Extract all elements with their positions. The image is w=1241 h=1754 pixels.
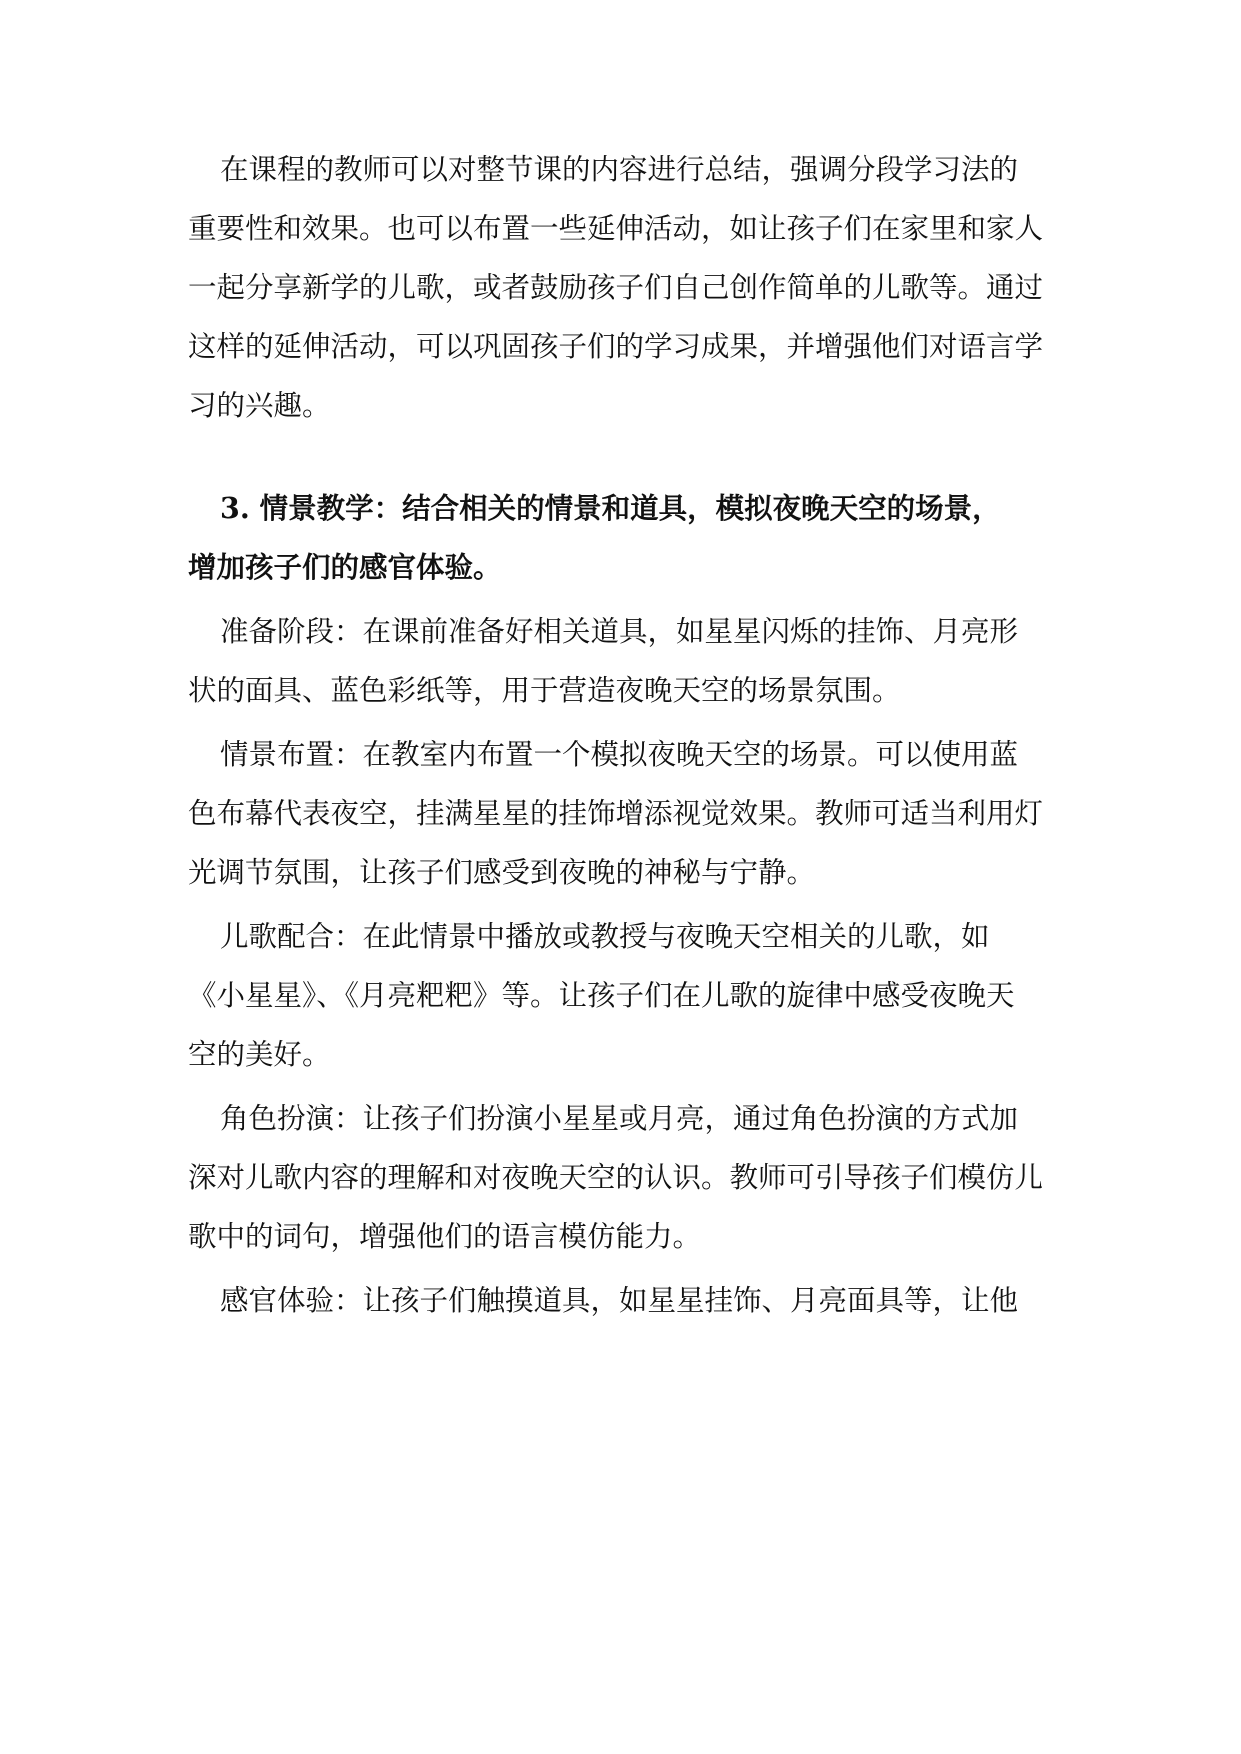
document-page — [188, 140, 1054, 1330]
paragraph-line: 歌中的词句，增强他们的语言模仿能力。 — [188, 1220, 702, 1253]
paragraph-line: 角色扮演：让孩子们扮演小星星或月亮，通过角色扮演的方式加 — [220, 1102, 1019, 1135]
paragraph-line: 《小星星》、《月亮粑粑》等。让孩子们在儿歌的旋律中感受夜晚天 — [188, 979, 1015, 1012]
setup-paragraph — [188, 725, 1054, 902]
paragraph-line: 在课程的教师可以对整节课的内容进行总结，强调分段学习法的 — [220, 153, 1019, 186]
paragraph-line: 感官体验：让孩子们触摸道具，如星星挂饰、月亮面具等，让他 — [220, 1284, 1019, 1317]
songs-paragraph — [188, 907, 1054, 1084]
heading-line: 增加孩子们的感官体验。 — [188, 550, 502, 584]
paragraph-line: 情景布置：在教室内布置一个模拟夜晚天空的场景。可以使用蓝 — [220, 738, 1019, 771]
prep-paragraph — [188, 602, 1054, 720]
paragraph-line: 光调节氛围，让孩子们感受到夜晚的神秘与宁静。 — [188, 856, 816, 889]
summary-paragraph — [188, 140, 1054, 435]
paragraph-line: 空的美好。 — [188, 1038, 331, 1071]
paragraph-line: 这样的延伸活动，可以巩固孩子们的学习成果，并增强他们对语言学 — [188, 330, 1044, 363]
paragraph-line: 儿歌配合：在此情景中播放或教授与夜晚天空相关的儿歌，如 — [220, 920, 990, 953]
senses-paragraph — [188, 1271, 1054, 1330]
section-heading — [188, 479, 1054, 597]
heading-line: 3. 情景教学：结合相关的情景和道具，模拟夜晚天空的场景， — [220, 491, 1001, 525]
paragraph-line: 重要性和效果。也可以布置一些延伸活动，如让孩子们在家里和家人 — [188, 212, 1044, 245]
paragraph-line: 色布幕代表夜空，挂满星星的挂饰增添视觉效果。教师可适当利用灯 — [188, 797, 1044, 830]
paragraph-line: 深对儿歌内容的理解和对夜晚天空的认识。教师可引导孩子们模仿儿 — [188, 1161, 1044, 1194]
paragraph-line: 一起分享新学的儿歌，或者鼓励孩子们自己创作简单的儿歌等。通过 — [188, 271, 1044, 304]
paragraph-line: 状的面具、蓝色彩纸等，用于营造夜晚天空的场景氛围。 — [188, 674, 901, 707]
paragraph-line: 习的兴趣。 — [188, 389, 331, 422]
roleplay-paragraph — [188, 1089, 1054, 1266]
paragraph-line: 准备阶段：在课前准备好相关道具，如星星闪烁的挂饰、月亮形 — [220, 615, 1019, 648]
